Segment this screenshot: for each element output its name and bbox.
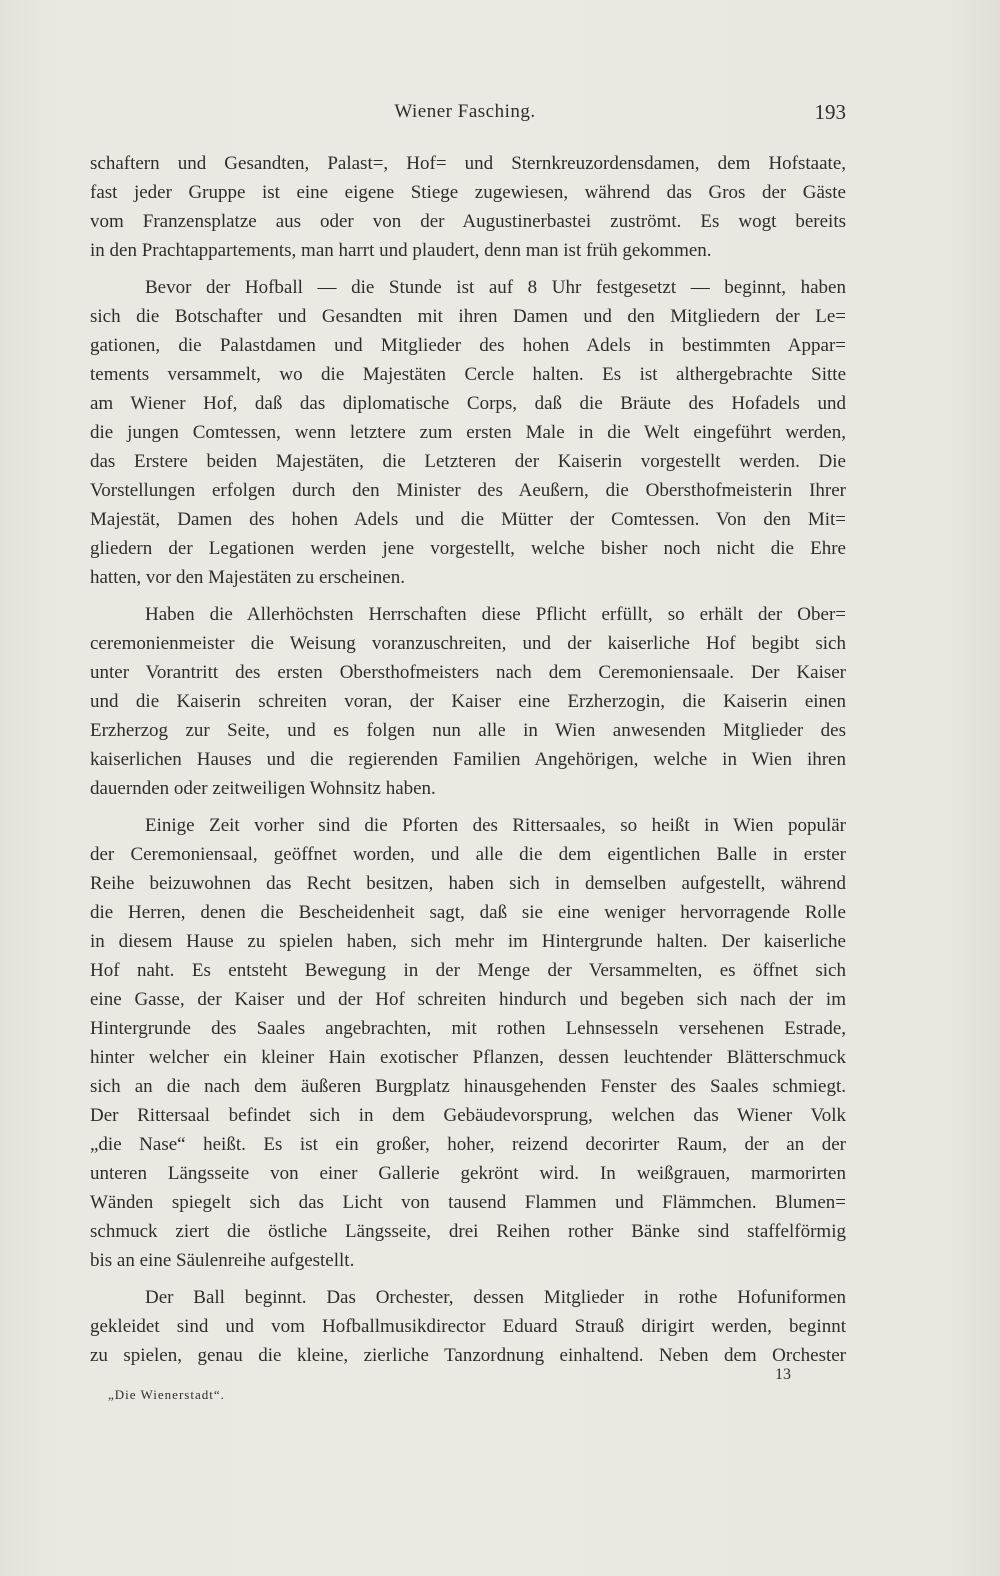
- text-line: unteren Längsseite von einer Gallerie gekrönt wird. In weißgrauen, marmorirten: [90, 1163, 846, 1184]
- text-line: vom Franzensplatze aus oder von der Augustinerbastei zuströmt. Es wogt bereits: [90, 211, 846, 232]
- text-line: tements versammelt, wo die Majestäten Cercle halten. Es ist althergebrachte Sitte: [90, 364, 846, 385]
- text-line: das Erstere beiden Majestäten, die Letzteren der Kaiserin vorgestellt werden. Die: [90, 451, 846, 472]
- text-line: hatten, vor den Majestäten zu erscheinen.: [90, 567, 405, 588]
- text-line: fast jeder Gruppe ist eine eigene Stiege zugewiesen, während das Gros der Gäste: [90, 182, 846, 203]
- series-title: „Die Wienerstadt“.: [108, 1387, 225, 1402]
- text-line: Der Rittersaal befindet sich in dem Gebäudevorsprung, welchen das Wiener Volk: [90, 1105, 846, 1126]
- text-line: Einige Zeit vorher sind die Pforten des Rittersaales, so heißt in Wien populär: [145, 815, 846, 836]
- text-line: Haben die Allerhöchsten Herrschaften diese Pflicht erfüllt, so erhält der Ober=: [145, 604, 846, 625]
- text-line: die Herren, denen die Bescheidenheit sagt, daß sie eine weniger hervorragende Rolle: [90, 902, 846, 923]
- text-line: in diesem Hause zu spielen haben, sich mehr im Hintergrunde halten. Der kaiserliche: [90, 931, 846, 952]
- text-line: Erzherzog zur Seite, und es folgen nun alle in Wien anwesenden Mitglieder des: [90, 720, 846, 741]
- text-line: unter Vorantritt des ersten Obersthofmeisters nach dem Ceremoniensaale. Der Kaiser: [90, 662, 846, 683]
- text-line: gliedern der Legationen werden jene vorgestellt, welche bisher noch nicht die Ehre: [90, 538, 846, 559]
- text-line: sich die Botschafter und Gesandten mit ihren Damen und den Mitgliedern der Le=: [90, 306, 846, 327]
- text-line: dauernden oder zeitweiligen Wohnsitz haben.: [90, 778, 436, 799]
- text-line: Majestät, Damen des hohen Adels und die Mütter der Comtessen. Von den Mit=: [90, 509, 846, 530]
- text-line: Der Ball beginnt. Das Orchester, dessen Mitglieder in rothe Hofuniformen: [145, 1287, 846, 1308]
- text-line: hinter welcher ein kleiner Hain exotischer Pflanzen, dessen leuchtender Blätterschmuck: [90, 1047, 846, 1068]
- text-line: am Wiener Hof, daß das diplomatische Corps, daß die Bräute des Hofadels und: [90, 393, 846, 414]
- text-line: ceremonienmeister die Weisung voranzuschreiten, und der kaiserliche Hof begibt sich: [90, 633, 846, 654]
- text-line: schaftern und Gesandten, Palast=, Hof= und Sternkreuzordensdamen, dem Hofstaate,: [90, 153, 846, 174]
- paragraph: [90, 1283, 846, 1370]
- text-line: Vorstellungen erfolgen durch den Minister des Aeußern, die Obersthofmeisterin Ihrer: [90, 480, 846, 501]
- text-line: „die Nase“ heißt. Es ist ein großer, hoher, reizend decorirter Raum, der an der: [90, 1134, 846, 1155]
- text-line: sich an die nach dem äußeren Burgplatz hinausgehenden Fenster des Saales schmiegt.: [90, 1076, 846, 1097]
- text-line: in den Prachtappartements, man harrt und plaudert, denn man ist früh gekommen.: [90, 240, 712, 261]
- text-line: Hintergrunde des Saales angebrachten, mit rothen Lehnsesseln versehenen Estrade,: [90, 1018, 846, 1039]
- text-line: und die Kaiserin schreiten voran, der Kaiser eine Erzherzogin, die Kaiserin einen: [90, 691, 846, 712]
- text-line: eine Gasse, der Kaiser und der Hof schreiten hindurch und begeben sich nach der im: [90, 989, 846, 1010]
- paragraph: [90, 600, 846, 803]
- paragraph: [90, 149, 846, 265]
- text-line: Hof naht. Es entsteht Bewegung in der Menge der Versammelten, es öffnet sich: [90, 960, 846, 981]
- paragraph: [90, 811, 846, 1275]
- text-line: gationen, die Palastdamen und Mitglieder des hohen Adels in bestimmten Appar=: [90, 335, 846, 356]
- text-line: Reihe beizuwohnen das Recht besitzen, haben sich in demselben aufgestellt, während: [90, 873, 846, 894]
- text-line: zu spielen, genau die kleine, zierliche Tanzordnung einhaltend. Neben dem Orchester: [90, 1345, 846, 1366]
- text-line: die jungen Comtessen, wenn letztere zum ersten Male in die Welt eingeführt werden,: [90, 422, 846, 443]
- text-line: Wänden spiegelt sich das Licht von tausend Flammen und Flämmchen. Blumen=: [90, 1192, 846, 1213]
- text-line: kaiserlichen Hauses und die regierenden Familien Angehörigen, welche in Wien ihren: [90, 749, 846, 770]
- paragraph: [90, 273, 846, 592]
- signature-mark: 13: [775, 1366, 791, 1383]
- running-title: Wiener Fasching.: [394, 101, 536, 122]
- text-line: schmuck ziert die östliche Längsseite, drei Reihen rother Bänke sind staffelförmig: [90, 1221, 846, 1242]
- text-line: der Ceremoniensaal, geöffnet worden, und alle die dem eigentlichen Balle in erster: [90, 844, 846, 865]
- text-line: gekleidet sind und vom Hofballmusikdirector Eduard Strauß dirigirt werden, beginnt: [90, 1316, 846, 1337]
- text-line: Bevor der Hofball — die Stunde ist auf 8 Uhr festgesetzt — beginnt, haben: [145, 277, 846, 298]
- page-number: 193: [814, 100, 846, 124]
- body-text: [90, 149, 846, 1370]
- text-line: bis an eine Säulenreihe aufgestellt.: [90, 1250, 355, 1271]
